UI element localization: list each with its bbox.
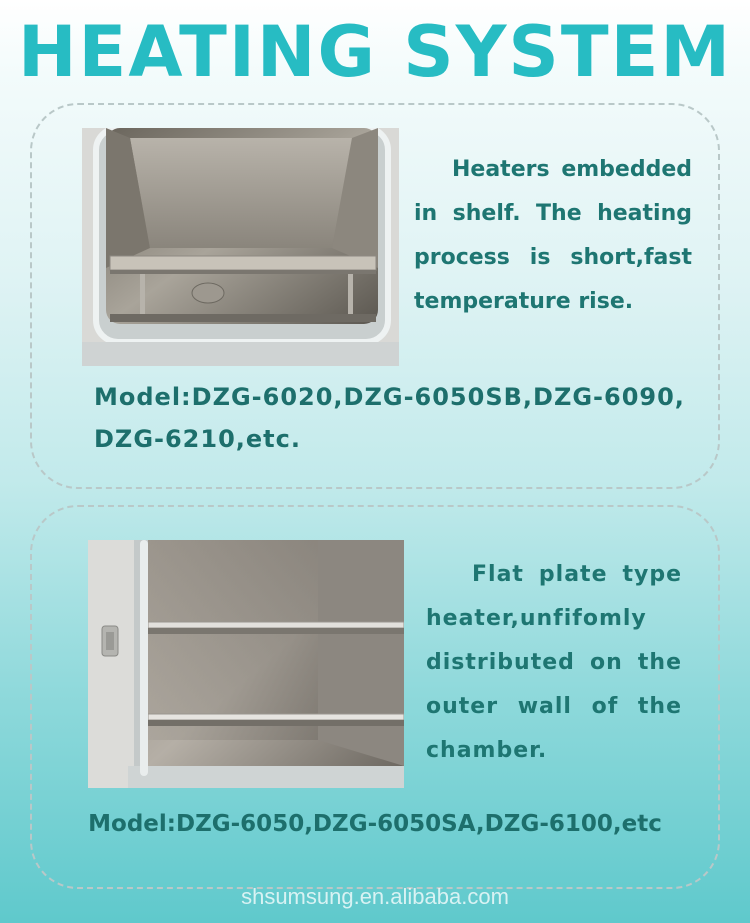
section-1-description: Heaters embedded in shelf. The heating process is short,fast temperature rise. [414,157,692,314]
oven-chamber-photo-2 [88,540,404,788]
section-1-models: Model:DZG-6020,DZG-6050SB,DZG-6090, DZG-6210,etc. [94,383,685,453]
page-title: HEATING SYSTEM [17,11,733,93]
oven-chamber-photo-1 [82,128,399,366]
section-2-description: Flat plate type heater,unfifomly distributed on the outer wall of the chamber. [426,562,682,763]
section-2-models: Model:DZG-6050,DZG-6050SA,DZG-6100,etc [88,811,662,837]
watermark: shsumsung.en.alibaba.com [241,884,509,909]
